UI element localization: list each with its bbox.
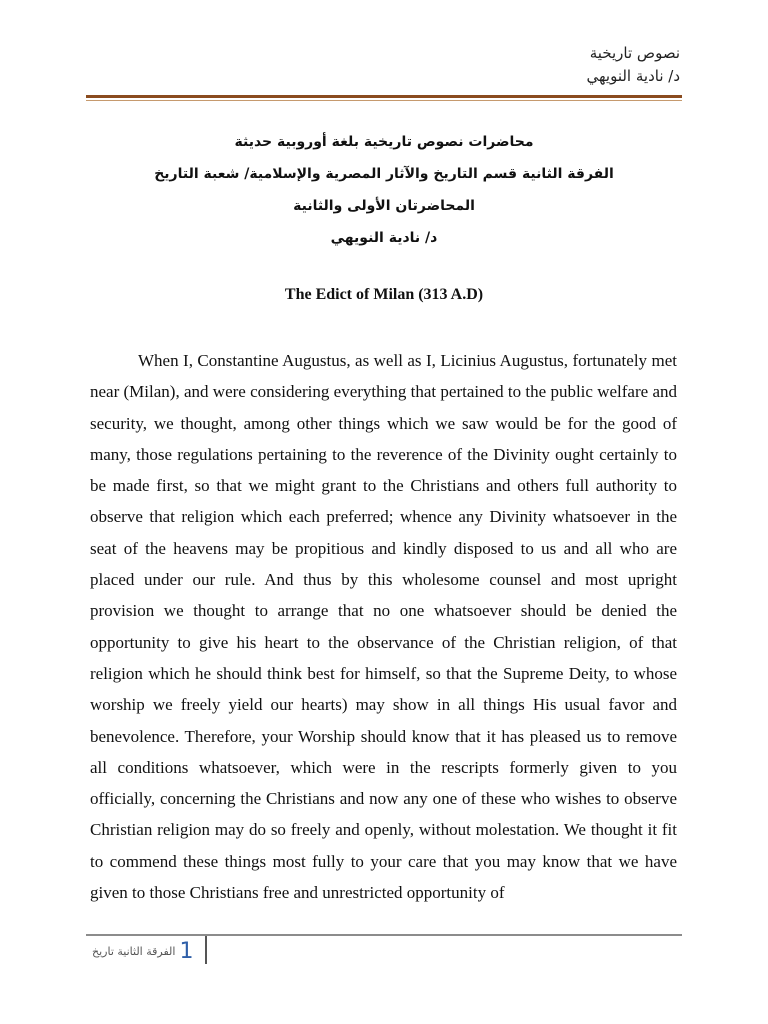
header-author: د/ نادية النويهي	[586, 67, 680, 85]
document-body	[90, 345, 677, 908]
header-course-title: نصوص تاريخية	[589, 44, 680, 62]
lecture-numbers: المحاضرتان الأولى والثانية	[293, 198, 475, 214]
lecturer-name: د/ نادية النويهي	[330, 230, 438, 246]
lecture-title-block	[86, 126, 682, 254]
header-rule	[86, 95, 682, 98]
running-header	[586, 42, 680, 88]
footer-divider	[205, 936, 207, 964]
footer-label: الفرقة الثانية تاريخ	[92, 944, 176, 958]
page-number: 1	[179, 938, 194, 964]
footer-rule	[86, 934, 682, 936]
header-rule-secondary	[86, 100, 682, 101]
department-line: الفرقة الثانية قسم التاريخ والآثار المصرية والإسلامية/ شعبة التاريخ	[154, 166, 614, 182]
document-title: The Edict of Milan (313 A.D)	[284, 286, 484, 303]
body-paragraph: When I, Constantine Augustus, as well as I, Licinius Augustus, fortunately met near (Milan), and were considering everything that pertained to the public welfare and security, we thought, among other things which we saw would be for the good of many, those regulations pertaining to the reverence of the Divinity ought certainly to be made first, so that we might grant to the Christians and others full authority to observe that religion which each preferred; whence any Divinity whatsoever in the seat of the heavens may be propitious and kindly disposed to us and all who are placed under our rule. And thus by this wholesome counsel and most upright provision we thought to arrange that no one whatsoever should be denied the opportunity to give his heart to the observance of the Christian religion, of that religion which he should think best for himself, so that the Supreme Deity, to whose worship we freely yield our hearts) may show in all things His usual favor and benevolence. Therefore, your Worship should know that it has pleased us to remove all conditions whatsoever, which were in the rescripts formerly given to you officially, concerning the Christians and now any one of these who wishes to observe Christian religion may do so freely and openly, without molestation. We thought it fit to commend these things most fully to your care that you may know that we have given to those Christians free and unrestricted opportunity of	[90, 351, 677, 903]
lecture-series-title: محاضرات نصوص تاريخية بلغة أوروبية حديثة	[234, 134, 534, 150]
page-footer	[86, 938, 193, 964]
